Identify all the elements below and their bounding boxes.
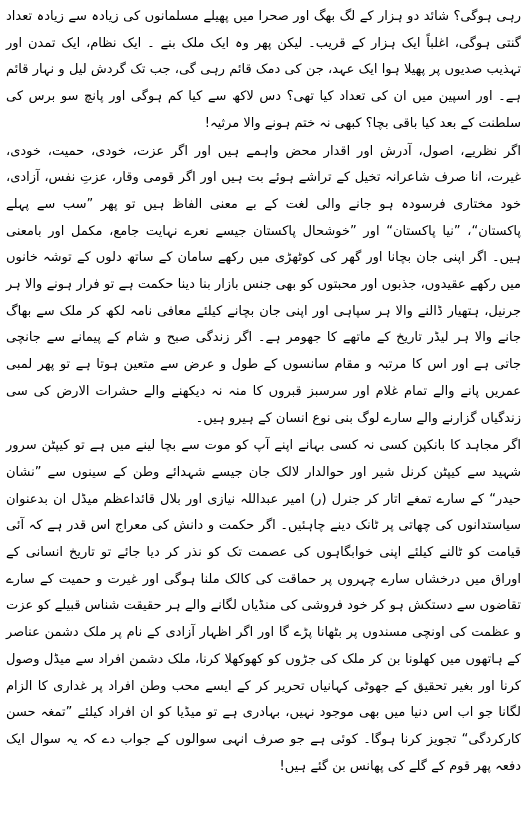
paragraph-2: اگر نظریے، اصول، آدرش اور اقدار محض واہمے ہیں اور اگر عزت، خودی، حمیت، خودی، غیرت، انا صرف شاعرانہ تخیل کے تراشے ہوئے بت ہیں اور اگر قومی وقار، عزتِ نفس، آزادی، خود مختاری فرسودہ ہو جانے والی لغت کے بے معنی الفاظ ہیں تو پھر ”سب سے پہلے پاکستان“، ”نیا پاکستان“ اور ”خوشحال پاکستان جیسے نعرے نہایت جامع، مکمل اور بامعنی ہیں۔ اگر اپنی جان بچانا اور گھر کی کوٹھڑی میں رکھے سامان کے ساتھ دلوں کے توشہ خانوں میں رکھے عقیدوں، جذبوں اور محبتوں کو بھی جنس بازار بنا دینا حکمت ہے تو فرار ہونے والا ہر جرنیل، ہتھیار ڈالنے والا ہر سپاہی اور اپنی جان بچانے کیلئے معافی نامہ لکھ کر ملک سے بھاگ جانے والا ہر لیڈر تاریخ کے ماتھے کا جھومر ہے۔ اگر زندگی صبح و شام کے پیمانے سے جانچی جاتی ہے اور اس کا مرتبہ و مقام سانسوں کے طول و عرض سے متعین ہوتا ہے تو پھر لمبی عمریں پانے والے تمام غلام اور سرسبز قبروں کا منہ نہ دیکھنے والے حشرات الارض کی سی زندگیاں گزارنے والے سارے لوگ بنی نوع انسان کے ہیرو ہیں۔ [6, 143, 521, 426]
paragraph-1: رہی ہوگی؟ شائد دو ہزار کے لگ بھگ اور صحرا میں پھیلے مسلمانوں کی زیادہ سے زیادہ تعداد گنتی ہوگی، اغلباً ایک ہزار کے قریب۔ لیکن پھر وہ ایک ملک بنے ۔ ایک نظام، ایک تمدن اور تہذیب صدیوں پر پھیلا ہوا ایک عہد، جن کی دمک قائم رہی گی، جب تک گردش لیل و نہار قائم ہے۔ اور اسپین میں ان کی تعداد کیا تھی؟ دس لاکھ سے کیا کم ہوگی اور پانچ سو برس کی سلطنت کے بعد کیا باقی بچا؟ کبھی نہ ختم ہونے والا مرثیہ! [6, 9, 521, 131]
paragraph-3: اگر مجاہد کا بانکپن کسی نہ کسی بہانے اپنے آپ کو موت سے بچا لینے میں ہے تو کیپٹن سرور شہید سے کیپٹن کرنل شیر اور حوالدار لالک جان جیسے شہدائے وطن کے سینوں سے ”نشان حیدر“ کے سارے تمغے اتار کر جنرل (ر) امیر عبداللہ نیازی اور بلال قائداعظم میڈل ان بدعنوان سیاستدانوں کی چھاتی پر ٹانک دینے چاہئیں۔ اگر حکمت و دانش کی معراج اس قدر ہے کہ آئی قیامت کو ٹالنے کیلئے اپنی خوابگاہوں کی عصمت تک کو نذر کر دیا جائے تو تاریخ انسانی کے اوراق میں درخشاں سارے چہروں پر حماقت کی کالک ملنا ہوگی اور غیرت و حمیت کے سارے تقاضوں سے دستکش ہو کر خود فروشی کی منڈیاں لگانے والے ہر حقیقت شناس قبیلے کو عزت و عظمت کی اونچی مسندوں پر بٹھانا پڑے گا اور اگر اظہار آزادی کے نام پر ملک دشمن عناصر کے ہاتھوں میں کھلونا بن کر ملک کی جڑوں کو کھوکھلا کرنا، ملک دشمن افراد سے میڈل وصول کرنا اور بغیر تحقیق کے جھوٹی کہانیاں تحریر کر کے ایسے محب وطن افراد پر غداری کا الزام لگانا جو اب اس دنیا میں بھی موجود نہیں، بہادری ہے تو میڈیا کو ان افراد کیلئے ”تمغہ حسن کارکردگی“ تجویز کرنا ہوگا۔ کوئی ہے جو صرف انہی سوالوں کے جواب دے کہ یہ سوال ایک دفعہ پھر قوم کے گلے کی پھانس بن گئے ہیں! [6, 438, 521, 774]
